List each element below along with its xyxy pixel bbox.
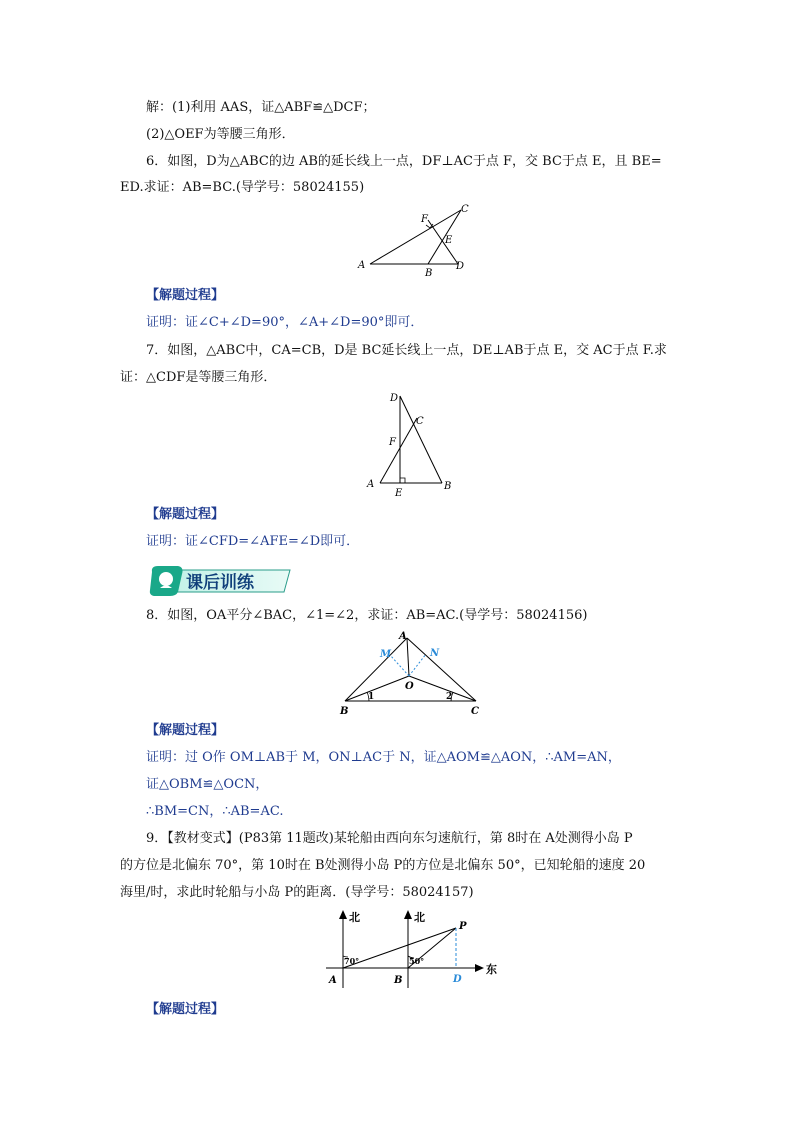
solution-heading-6: 【解题过程】 [146, 288, 225, 303]
solution-heading-7: 【解题过程】 [146, 507, 225, 522]
fig9-label-a: A [329, 975, 337, 986]
figure-7 [362, 388, 462, 500]
fig6-label-d: D [456, 261, 465, 272]
fig6-label-e: E [445, 235, 453, 246]
fig8-label-n: N [430, 648, 440, 659]
proof-7: 证明：证∠CFD=∠AFE=∠D即可． [146, 534, 360, 549]
fig6-label-b: B [425, 268, 433, 278]
fig9-label-p: P [459, 921, 467, 932]
fig8-angle-2: 2 [446, 692, 453, 702]
fig8-label-b: B [340, 706, 349, 717]
fig8-label-m: M [380, 649, 392, 660]
fig7-label-c: C [416, 416, 424, 427]
fig9-angle-50: 50° [409, 956, 425, 966]
answer-5-line-2: (2)△OEF为等腰三角形． [146, 127, 295, 142]
question-9-line-3: 海里/时，求此时轮船与小岛 P的距离．(导学号：58024157) [120, 885, 474, 900]
proof-8-line-3: ∴BM=CN，∴AB=AC. [146, 804, 284, 819]
figure-9 [322, 906, 504, 992]
fig8-angle-1: 1 [368, 692, 375, 702]
fig6-label-f: F [421, 214, 428, 225]
figure-8 [335, 630, 487, 718]
fig6-label-a: A [358, 260, 366, 271]
solution-heading-9: 【解题过程】 [146, 1002, 225, 1017]
fig7-label-d: D [390, 393, 399, 404]
question-6-line-2: ED.求证：AB=BC.(导学号：58024155) [120, 180, 365, 195]
proof-6: 证明：证∠C+∠D=90°，∠A+∠D=90°即可． [146, 315, 424, 330]
solution-heading-8: 【解题过程】 [146, 723, 225, 738]
proof-8-line-2: 证△OBM≌△OCN， [146, 777, 269, 792]
proof-8-line-1: 证明：过 O作 OM⊥AB于 M，ON⊥AC于 N，证△AOM≌△AON，∴AM=AN， [146, 750, 621, 765]
question-9-line-1: 9．【教材变式】(P83第 11题改)某轮船由西向东匀速航行，第 8时在 A处测得小岛 P [146, 831, 633, 846]
fig9-north-a: 北 [349, 911, 360, 924]
section-banner [148, 562, 293, 598]
fig7-label-a: A [367, 479, 375, 490]
fig6-label-c: C [461, 204, 469, 215]
fig9-label-b: B [394, 975, 403, 986]
fig9-angle-70: 70° [344, 956, 360, 966]
question-8: 8．如图，OA平分∠BAC，∠1=∠2，求证：AB=AC.(导学号：58024156) [146, 608, 588, 623]
question-7-line-2: 证：△CDF是等腰三角形． [120, 370, 277, 385]
fig9-label-d: D [453, 974, 462, 985]
fig7-label-f: F [389, 437, 396, 448]
fig9-east: 东 [486, 963, 497, 976]
question-9-line-2: 的方位是北偏东 70°，第 10时在 B处测得小岛 P的方位是北偏东 50°，已知轮船的速度 20 [120, 858, 646, 873]
fig8-label-a: A [399, 631, 407, 642]
fig8-label-o: O [405, 681, 414, 692]
fig7-label-e: E [395, 488, 403, 499]
fig8-label-c: C [471, 706, 479, 717]
figure-6 [350, 200, 480, 278]
section-banner-title: 课后训练 [186, 573, 254, 593]
question-6-line-1: 6．如图，D为△ABC的边 AB的延长线上一点，DF⊥AC于点 F，交 BC于点 E，且 BE= [146, 154, 662, 169]
answer-5-line-1: 解：(1)利用 AAS，证△ABF≌△DCF； [146, 100, 376, 115]
fig9-north-b: 北 [414, 911, 425, 924]
question-7-line-1: 7．如图，△ABC中，CA=CB，D是 BC延长线上一点，DE⊥AB于点 E，交 AC于点 F.求 [146, 343, 667, 358]
fig7-label-b: B [444, 481, 452, 492]
